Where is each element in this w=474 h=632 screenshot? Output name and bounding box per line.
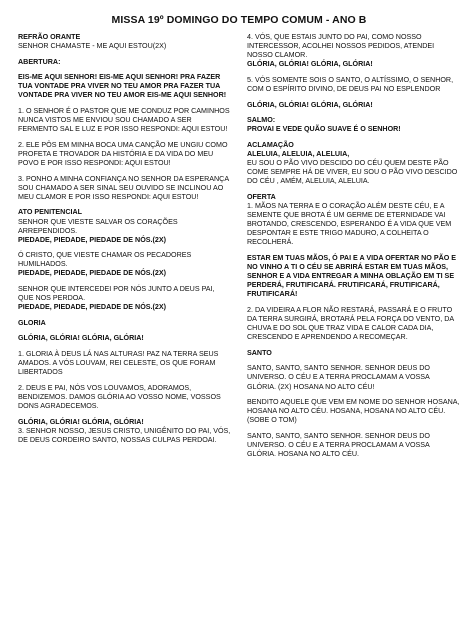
penitencial-heading: ATO PENITENCIAL	[18, 208, 83, 217]
abertura-verse-3: 3. PONHO A MINHA CONFIANÇA NO SENHOR DA ESPERANÇA SOU CHAMADO A SER SINAL SEU OUVIDO SE INCLINOU AO MEU CLAMOR E POR ISSO RESPONDI: AQUI ESTOU!	[18, 174, 229, 201]
penitencial-invocation-3: SENHOR QUE INTERCEDEI POR NÓS JUNTO A DEUS PAI, QUE NOS PERDOA.	[18, 285, 215, 303]
page-title: MISSA 19º DOMINGO DO TEMPO COMUM - ANO B	[111, 14, 367, 26]
gloria-heading: GLORIA	[18, 318, 46, 327]
salmo-text: PROVAI E VEDE QUÃO SUAVE É O SENHOR!	[247, 125, 401, 134]
santo-part-2: BENDITO AQUELE QUE VEM EM NOME DO SENHOR HOSANA, HOSANA NO ALTO CÉU. HOSANA, HOSANA NO ALTO CÉU. (SOBE O TOM)	[247, 398, 460, 425]
refrao-heading: REFRÃO ORANTE	[18, 33, 81, 41]
gloria-verse-3: 3. SENHOR NOSSO, JESUS CRISTO, UNIGÊNITO DO PAI, VÓS, DE DEUS CORDEIRO SANTO, NOSSAS CULPAS PERDOAI.	[18, 426, 231, 444]
abertura-verse-1: 1. O SENHOR É O PASTOR QUE ME CONDUZ POR CAMINHOS NUNCA VISTOS ME ENVIOU SOU CHAMADO A SER FERMENTO SAL E LUZ E POR ISSO RESPONDI: AQUI ESTOU!	[18, 107, 230, 134]
gloria-refrain-repeat: GLÓRIA, GLÓRIA! GLÓRIA, GLÓRIA!	[18, 417, 144, 426]
gloria-verse-5: 5. VÓS SOMENTE SOIS O SANTO, O ALTÍSSIMO, O SENHOR, COM O ESPÍRITO DIVINO, DE DEUS PAI NO ESPLENDOR	[247, 75, 454, 93]
santo-part-1: SANTO, SANTO, SANTO SENHOR. SENHOR DEUS DO UNIVERSO. O CÉU E A TERRA PROCLAMAM A VOSSA GLÓRIA. (2X) HOSANA NO ALTO CÉU!	[247, 364, 430, 391]
penitencial-response-3: PIEDADE, PIEDADE, PIEDADE DE NÓS.(2X)	[18, 303, 166, 312]
gloria-refrain-repeat-3: GLÓRIA, GLÓRIA! GLÓRIA, GLÓRIA!	[247, 100, 373, 109]
oferta-verse-1: 1. MÃOS NA TERRA E O CORAÇÃO ALÉM DESTE CÉU, E A SEMENTE QUE BROTA É UM GERME DE ETERNIDADE VAI BROTANDO, CRESCENDO, ESPERANDO É A VIDA QUE VEM DESPONTAR E ESTE TRIGO MADURO, A COLHEITA O RECOLHERÁ.	[247, 201, 452, 247]
salmo-heading: SALMO:	[247, 116, 276, 125]
penitencial-response-2: PIEDADE, PIEDADE, PIEDADE DE NÓS.(2X)	[18, 269, 166, 278]
abertura-verse-2: 2. ELE PÔS EM MINHA BOCA UMA CANÇÃO ME UNGIU COMO PROFETA E TROVADOR DA HISTÓRIA E DA VIDA DO MEU POVO E POR ISSO RESPONDI: AQUI ESTOU!	[18, 140, 228, 168]
aclamacao-heading: ACLAMAÇÃO	[247, 140, 294, 149]
left-column	[18, 33, 231, 466]
gloria-verse-2: 2. DEUS E PAI, NÓS VOS LOUVAMOS, ADORAMOS, BENDIZEMOS. DAMOS GLÓRIA AO VOSSO NOME, VOSSOS DONS AGRADECEMOS.	[18, 383, 221, 410]
penitencial-invocation-1: SENHOR QUE VIESTE SALVAR OS CORAÇÕES ARREPENDIDOS.	[18, 217, 178, 235]
aclamacao-refrain: ALELUIA, ALELUIA, ALELUIA,	[247, 149, 350, 158]
oferta-heading: OFERTA	[247, 192, 276, 201]
abertura-refrain: EIS-ME AQUI SENHOR! EIS-ME AQUI SENHOR! PRA FAZER TUA VONTADE PRA VIVER NO TEU AMOR PRA FAZER TUA VONTADE PRA VIVER NO TEU AMOR EIS-ME AQUI SENHOR!	[18, 73, 227, 100]
aclamacao-text: EU SOU O PÃO VIVO DESCIDO DO CÉU QUEM DESTE PÃO COME SEMPRE HÁ DE VIVER, EU SOU O PÃO VIVO DESCIDO DO CÉU , AMÉM, ALELUIA, ALELUIA.	[247, 159, 458, 186]
oferta-refrain: ESTAR EM TUAS MÃOS, Ó PAI E A VIDA OFERTAR NO PÃO E NO VINHO A TI O CÉU SE ABRIRÁ ESTAR EM TUAS MÃOS, SENHOR E A VIDA ENTREGAR A MINHA OBLAÇÃO EM TI SE PERDERÁ, FRUTIFICARÁ. FRUTIFICARÁ, FRUTIFICARÁ, FRUTIFICARÁ!	[247, 253, 457, 299]
gloria-verse-1: 1. GLORIA À DEUS LÁ NAS ALTURAS! PAZ NA TERRA SEUS AMADOS. A VÓS LOUVAM, REI CELESTE, OS QUE FORAM LIBERTADOS	[18, 350, 219, 377]
gloria-verse-4: 4. VÓS, QUE ESTAIS JUNTO DO PAI, COMO NOSSO INTERCESSOR, ACOLHEI NOSSOS PEDIDOS, ATENDEI NOSSO CLAMOR.	[247, 33, 435, 60]
penitencial-response-1: PIEDADE, PIEDADE, PIEDADE DE NÓS.(2X)	[18, 235, 166, 244]
two-column-body	[18, 33, 460, 466]
right-column	[247, 33, 460, 466]
gloria-refrain: GLÓRIA, GLÓRIA! GLÓRIA, GLÓRIA!	[18, 334, 144, 343]
refrao-text: SENHOR CHAMASTE - ME AQUI ESTOU(2X)	[18, 42, 167, 51]
gloria-refrain-repeat-2: GLÓRIA, GLÓRIA! GLÓRIA, GLÓRIA!	[247, 60, 373, 69]
abertura-heading: ABERTURA:	[18, 57, 61, 66]
penitencial-invocation-2: Ó CRISTO, QUE VIESTE CHAMAR OS PECADORES HUMILHADOS.	[18, 251, 192, 269]
santo-heading: SANTO	[247, 348, 272, 357]
santo-part-3: SANTO, SANTO, SANTO SENHOR. SENHOR DEUS DO UNIVERSO. O CÉU E A TERRA PROCLAMAM A VOSSA GLÓRIA. HOSANA NO ALTO CÉU.	[247, 431, 430, 459]
oferta-verse-2: 2. DA VIDEIRA A FLOR NÃO RESTARÁ, PASSARÁ E O FRUTO DA TERRA SURGIRÁ, BROTARÁ PELA FORÇA DO VENTO, DA CHUVA E DO SOL QUE TRAZ VIDA E CALOR CADA DIA, CRESCENDO E APRENDENDO A RECOMEÇAR.	[247, 305, 454, 342]
